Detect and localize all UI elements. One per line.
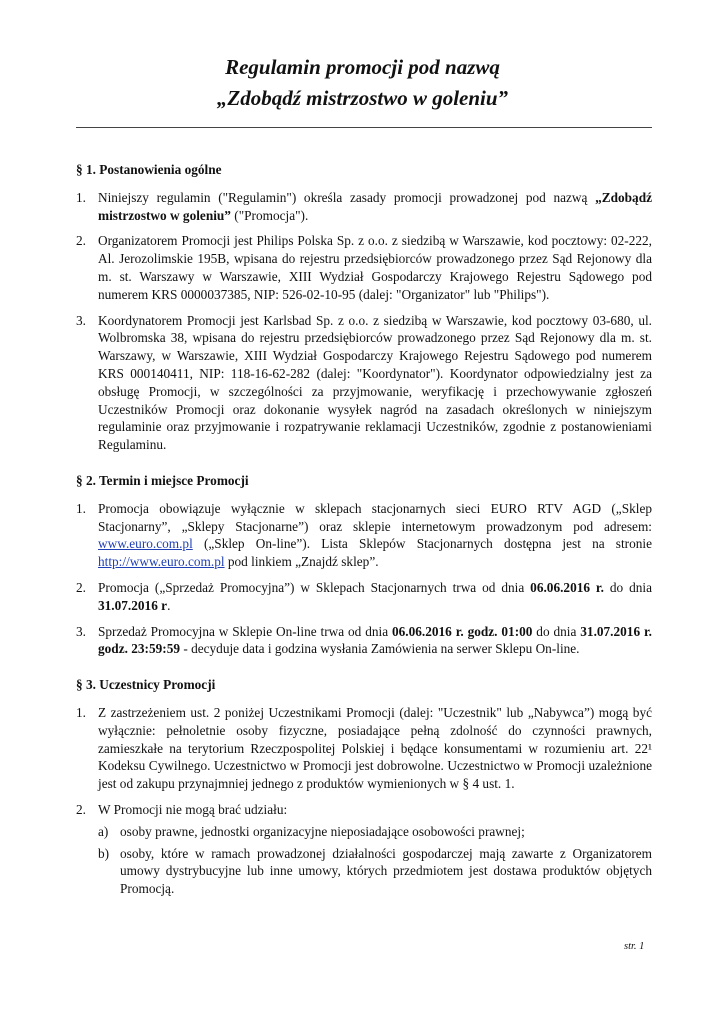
section-3-heading: § 3. Uczestnicy Promocji bbox=[76, 677, 216, 693]
sub-item-label: a) bbox=[98, 823, 109, 839]
list-item bbox=[76, 801, 652, 898]
list-item bbox=[76, 232, 652, 303]
item-text: Promocja („Sprzedaż Promocyjna”) w Sklepach Stacjonarnych trwa od dnia bbox=[98, 579, 531, 595]
promotion-name: „Zdobądź mistrzostwo w goleniu” bbox=[98, 189, 652, 223]
title-divider bbox=[76, 127, 652, 128]
online-start-date: 06.06.2016 r. godz. 01:00 bbox=[391, 623, 533, 639]
document-body bbox=[76, 161, 652, 906]
list-item bbox=[76, 312, 652, 454]
item-text: („Sklep On-line”). Lista Sklepów Stacjonarnych dostępna jest na stronie bbox=[192, 536, 652, 552]
item-number: 3. bbox=[76, 312, 86, 328]
item-number: 2. bbox=[76, 233, 86, 249]
item-text: pod linkiem „Znajdź sklep”. bbox=[224, 554, 379, 570]
list-item bbox=[76, 704, 652, 793]
item-text: - decyduje data i godzina wysłania Zamówienia na serwer Sklepu On-line. bbox=[180, 641, 580, 657]
exclusions-list bbox=[98, 823, 652, 898]
item-text: . bbox=[167, 597, 171, 613]
start-date: 06.06.2016 r. bbox=[530, 579, 604, 595]
title-line-1: Regulamin promocji pod nazwą bbox=[225, 55, 500, 79]
item-text: Koordynatorem Promocji jest Karlsbad Sp. z o.o. z siedzibą w Warszawie, kod pocztowy 03-680, ul. Wolbromska 38, wpisana do rejestru przedsiębiorców prowadzonego przez Sąd Rejonowy dla m. st. Warszawy, w Warszawie, XIII Wydział Gospodarczy Krajowego Rejestru Sądowego pod numerem KRS 000140411, NIP: 118-16-62-282 (dalej: "Koordynator"). Koordynator odpowiedzialny jest za obsługę Promocji, w szczególności za przyjmowanie, weryfikację i przechowywanie zgłoszeń Uczestników Promocji oraz dokonanie wysyłek nagród na zasadach określonych w niniejszym regulaminie oraz przyjmowanie i rozpatrywanie reklamacji Uczestników, zgodnie z postanowieniami Regulaminu. bbox=[98, 312, 652, 453]
section-1-list bbox=[76, 189, 652, 454]
item-number: 1. bbox=[76, 189, 86, 205]
item-text: do dnia bbox=[532, 623, 581, 639]
euro-url-link[interactable]: http://www.euro.com.pl bbox=[98, 554, 225, 570]
item-text: do dnia bbox=[603, 579, 652, 595]
sub-item-text: osoby, które w ramach prowadzonej działalności gospodarczej mają zawarte z Organizatorem umowy dystrybucyjne lub inne umowy, których przedmiotem jest dostawa produktów objętych Promocją. bbox=[120, 845, 652, 897]
section-1 bbox=[76, 161, 652, 454]
item-number: 1. bbox=[76, 704, 86, 720]
sub-item-label: b) bbox=[98, 845, 110, 861]
document-title bbox=[0, 52, 725, 114]
item-text: W Promocji nie mogą brać udziału: bbox=[98, 801, 288, 817]
euro-link[interactable]: www.euro.com.pl bbox=[98, 536, 193, 552]
item-number: 2. bbox=[76, 801, 86, 817]
list-item bbox=[76, 189, 652, 225]
section-2-heading: § 2. Termin i miejsce Promocji bbox=[76, 472, 249, 488]
item-text: Sprzedaż Promocyjna w Sklepie On-line trwa od dnia bbox=[98, 623, 392, 639]
item-text: Promocja obowiązuje wyłącznie w sklepach stacjonarnych sieci EURO RTV AGD („Sklep Stacjonarny”, „Sklepy Stacjonarne”) oraz sklepie internetowym prowadzonym pod adresem: bbox=[98, 500, 652, 534]
list-item bbox=[76, 500, 652, 571]
section-1-heading: § 1. Postanowienia ogólne bbox=[76, 162, 222, 177]
list-item bbox=[76, 623, 652, 659]
sub-list-item bbox=[98, 823, 652, 841]
title-line-2: „Zdobądź mistrzostwo w goleniu” bbox=[216, 86, 509, 110]
online-end-date: 31.07.2016 r. godz. 23:59:59 bbox=[98, 623, 652, 657]
section-2 bbox=[76, 472, 652, 658]
page-number: str. 1 bbox=[624, 941, 645, 952]
list-item bbox=[76, 579, 652, 615]
section-2-list bbox=[76, 500, 652, 658]
item-text: Organizatorem Promocji jest Philips Polska Sp. z o.o. z siedzibą w Warszawie, kod pocztowy: 02-222, Al. Jerozolimskie 195B, wpisana do rejestru przedsiębiorców prowadzonego przez Sąd Rejonowy dla m. st. Warszawy w Warszawie, XIII Wydział Gospodarczy Krajowego Rejestru Sądowego pod numerem KRS 0000037385, NIP: 526-02-10-95 (dalej: "Organizator" lub "Philips"). bbox=[98, 233, 652, 302]
item-number: 1. bbox=[76, 500, 86, 516]
item-text: Z zastrzeżeniem ust. 2 poniżej Uczestnikami Promocji (dalej: "Uczestnik" lub „Nabywca”) mogą być wyłącznie: pełnoletnie osoby fizyczne, posiadające pełną zdolność do czynności prawnych, zamieszkałe na terytorium Rzeczpospolitej Polskiej i będące konsumentami w rozumieniu art. 22¹ Kodeksu Cywilnego. Uczestnictwo w Promocji jest dobrowolne. Uczestnictwo w Promocji uzależnione jest od zakupu przynajmniej jednego z produktów wymienionych w § 4 ust. 1. bbox=[98, 704, 652, 792]
section-3-list bbox=[76, 704, 652, 898]
sub-list-item bbox=[98, 845, 652, 898]
section-3 bbox=[76, 676, 652, 898]
end-date: 31.07.2016 r bbox=[98, 597, 168, 613]
item-text: ("Promocja"). bbox=[230, 207, 309, 223]
item-text: Niniejszy regulamin ("Regulamin") określa zasady promocji prowadzonej pod nazwą bbox=[98, 189, 596, 205]
item-number: 2. bbox=[76, 579, 86, 595]
sub-item-text: osoby prawne, jednostki organizacyjne nieposiadające osobowości prawnej; bbox=[120, 823, 525, 839]
item-number: 3. bbox=[76, 623, 86, 639]
